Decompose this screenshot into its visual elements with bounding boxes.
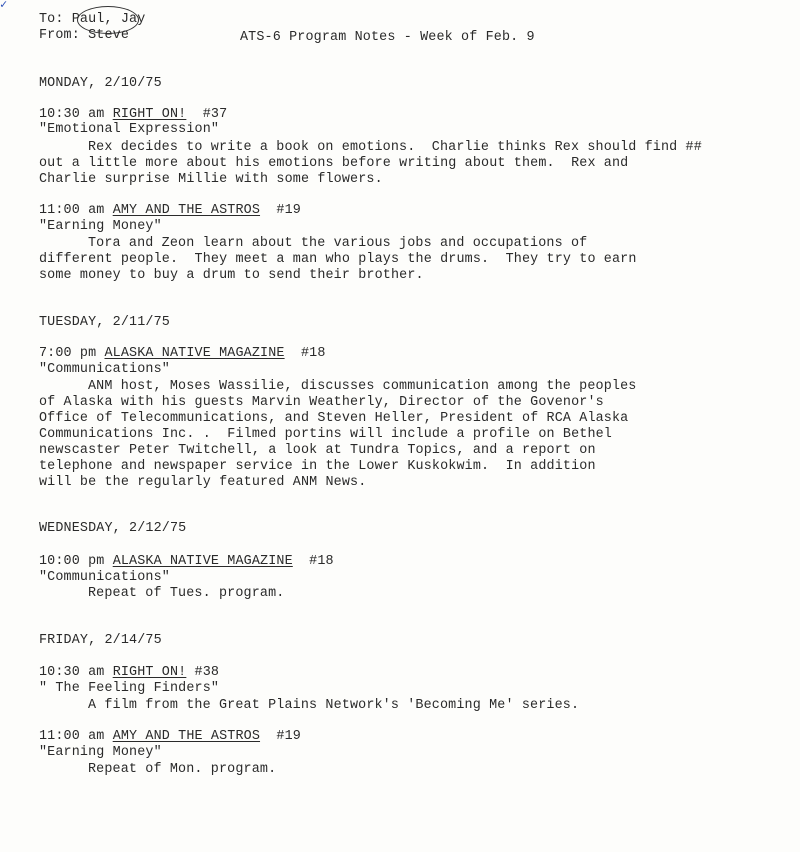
from-name: Steve — [88, 28, 130, 43]
program-episode: "Communications" — [39, 362, 170, 377]
program-show: ALASKA NATIVE MAGAZINE — [104, 346, 285, 361]
program-episode: " The Feeling Finders" — [39, 681, 220, 696]
to-label: To: — [39, 12, 64, 27]
program-number: #19 — [276, 729, 301, 744]
program-show: AMY AND THE ASTROS — [112, 729, 261, 744]
program-time: 7:00 pm — [39, 346, 97, 361]
program-line — [39, 346, 326, 362]
program-line — [39, 203, 301, 219]
description-line: Rex decides to write a book on emotions. Charlie thinks Rex should find ## — [88, 140, 702, 155]
description-line: some money to buy a drum to send their brother. — [39, 268, 424, 283]
description-line: Charlie surprise Millie with some flowers. — [39, 172, 383, 187]
program-show: RIGHT ON! — [112, 665, 187, 680]
from-label: From: — [39, 28, 80, 43]
description-line: Tora and Zeon learn about the various jobs and occupations of — [88, 236, 588, 251]
description-line: Repeat of Tues. program. — [88, 586, 285, 601]
program-time: 11:00 am — [39, 729, 105, 744]
program-show: ALASKA NATIVE MAGAZINE — [112, 554, 293, 569]
from-line — [39, 28, 129, 44]
day-heading: TUESDAY, 2/11/75 — [39, 315, 170, 330]
description-line: ANM host, Moses Wassilie, discusses communication among the peoples — [88, 379, 637, 394]
program-number: #37 — [202, 107, 228, 122]
program-line — [39, 554, 334, 570]
description-line: telephone and newspaper service in the Lower Kuskokwim. In addition — [39, 459, 596, 474]
program-number: #18 — [300, 346, 326, 361]
description-line: of Alaska with his guests Marvin Weatherly, Director of the Govenor's — [39, 395, 604, 410]
program-number: #18 — [309, 554, 334, 569]
description-line: newscaster Peter Twitchell, a look at Tundra Topics, and a report on — [39, 443, 596, 458]
program-number: #19 — [276, 203, 301, 218]
description-line: Communications Inc. . Filmed portins will include a profile on Bethel — [39, 427, 612, 442]
program-time: 10:30 am — [39, 107, 105, 122]
day-heading: MONDAY, 2/10/75 — [39, 76, 162, 91]
description-line: Repeat of Mon. program. — [88, 762, 277, 777]
description-line: A film from the Great Plains Network's 'Becoming Me' series. — [88, 698, 580, 713]
program-show: RIGHT ON! — [112, 107, 187, 122]
description-line: different people. They meet a man who plays the drums. They try to earn — [39, 252, 637, 267]
program-number: #38 — [194, 665, 220, 680]
program-time: 11:00 am — [39, 203, 105, 218]
description-line: will be the regularly featured ANM News. — [39, 475, 367, 490]
pen-mark-icon: ✓ — [0, 0, 8, 12]
program-episode: "Earning Money" — [39, 745, 162, 760]
program-episode: "Earning Money" — [39, 219, 162, 234]
description-line: out a little more about his emotions before writing about them. Rex and — [39, 156, 629, 171]
program-line — [39, 665, 219, 681]
program-show: AMY AND THE ASTROS — [112, 203, 261, 218]
program-line — [39, 107, 227, 123]
program-time: 10:30 am — [39, 665, 105, 680]
day-heading: WEDNESDAY, 2/12/75 — [39, 521, 187, 536]
memo-title: ATS-6 Program Notes - Week of Feb. 9 — [240, 30, 535, 45]
to-names: Paul, Jay — [71, 12, 146, 27]
description-line: Office of Telecommunications, and Steven Heller, President of RCA Alaska — [39, 411, 629, 426]
program-episode: "Emotional Expression" — [39, 122, 220, 137]
program-episode: "Communications" — [39, 570, 170, 585]
day-heading: FRIDAY, 2/14/75 — [39, 633, 162, 648]
program-time: 10:00 pm — [39, 554, 105, 569]
program-line — [39, 729, 301, 745]
